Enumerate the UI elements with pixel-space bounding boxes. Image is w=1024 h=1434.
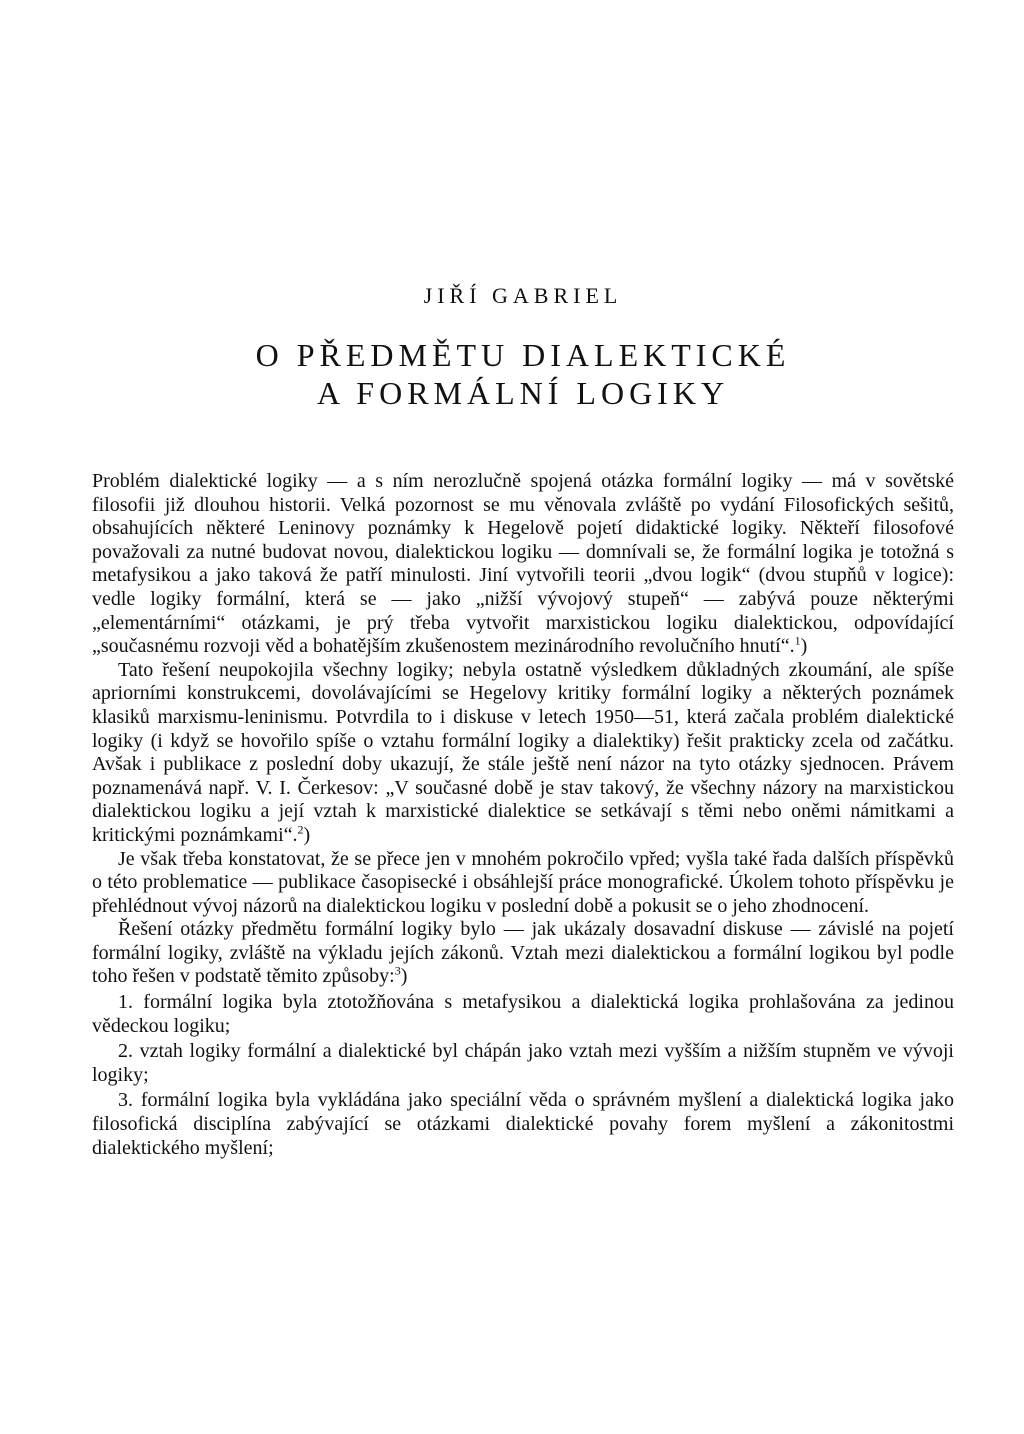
footnote-ref-2-paren: ) bbox=[303, 823, 311, 846]
paragraph-1-text: Problém dialektické logiky — a s ním nerozlučně spojená otázka formální logiky — má v sovětské filosofii již dlouhou historii. Velká pozornost se mu věnovala zvláště po vydání Filosofických sešitů, obsahujících některé Leninovy poznámky k Hegelově pojetí didaktické logiky. Někteří filosofové považovali za nutné budovat novou, dialektickou logiku — domnívali se, že formální logika je totožná s metafysikou a jako taková že patří minulosti. Jiní vytvořili teorii „dvou logik“ (dvou stupňů v logice): vedle logiky formální, která se — jako „nižší vývojový stupeň“ — zabývá pouze některými „elementárními“ otázkami, je prý třeba vytvořit marxistickou logiku dialektickou, odpovídající „současnému rozvoji věd a bohatějším zkušenostem mezinárodního revolučního hnutí“. bbox=[92, 470, 954, 658]
list-item: 3. formální logika byla vykládána jako speciální věda o správném myšlení a dialektická logika jako filosofická disciplína zabývající se otázkami dialektické povahy forem myšlení a zákonitostmi dialektického myšlení; bbox=[92, 1089, 954, 1159]
footnote-ref-1: 1 bbox=[794, 633, 801, 648]
paragraph-2 bbox=[92, 659, 954, 848]
paragraph-2-text: Tato řešení neupokojila všechny logiky; nebyla ostatně výsledkem důkladných zkoumání, ale spíše apriorními konstrukcemi, dovolávajícími se Hegelovy kritiky formální logiky a některých poznámek klasiků marxismu-leninismu. Potvrdila to i diskuse v letech 1950—51, která začala problém dialektické logiky (i když se hovořilo spíše o vztahu formální logiky a dialektiky) řešit prakticky zcela od začátku. Avšak i publikace z poslední doby ukazují, že stále ještě není názor na tyto otázky sjednocen. Právem poznamenává např. V. I. Čerkesov: „V současné době je stav takový, že všechny názory na marxistickou dialektickou logiku a její vztah k marxistické dialektice se setkávají s těmi nebo oněmi námitkami a kritickými poznámkami“. bbox=[92, 658, 954, 846]
paragraph-4 bbox=[92, 918, 954, 989]
list-item: 1. formální logika byla ztotožňována s metafysikou a dialektická logika prohlašována za jedinou vědeckou logiku; bbox=[92, 991, 954, 1037]
footnote-ref-3: 3 bbox=[394, 963, 401, 978]
article-title-line-2: A FORMÁLNÍ LOGIKY bbox=[316, 375, 730, 411]
footnote-ref-2: 2 bbox=[297, 822, 304, 837]
paragraph-3-text: Je však třeba konstatovat, že se přece jen v mnohém pokročilo vpřed; vyšla také řada dalších příspěvků o této problematice — publikace časopisecké i obsáhlejší práce monografické. Úkolem tohoto příspěvku je přehlédnout vývoj názorů na dialektickou logiku v poslední době a pokusit se o jeho zhodnocení. bbox=[92, 847, 954, 917]
list-item: 2. vztah logiky formální a dialektické byl chápán jako vztah mezi vyšším a nižším stupněm ve vývoji logiky; bbox=[92, 1040, 954, 1086]
article-title-line-1: O PŘEDMĚTU DIALEKTICKÉ bbox=[255, 337, 791, 373]
author-name: JIŘÍ GABRIEL bbox=[423, 283, 623, 308]
paragraph-1 bbox=[92, 470, 954, 659]
paragraph-4-text: Řešení otázky předmětu formální logiky bylo — jak ukázaly dosavadní diskuse — závislé na pojetí formální logiky, zvláště na výkladu jejích zákonů. Vztah mezi dialektickou a formální logikou byl podle toho řešen v podstatě těmito způsoby: bbox=[92, 918, 954, 988]
paragraph-3 bbox=[92, 848, 954, 919]
footnote-ref-3-paren: ) bbox=[400, 965, 408, 988]
article-body bbox=[92, 470, 954, 1160]
article-page bbox=[92, 0, 954, 1434]
footnote-ref-1-paren: ) bbox=[800, 635, 808, 658]
